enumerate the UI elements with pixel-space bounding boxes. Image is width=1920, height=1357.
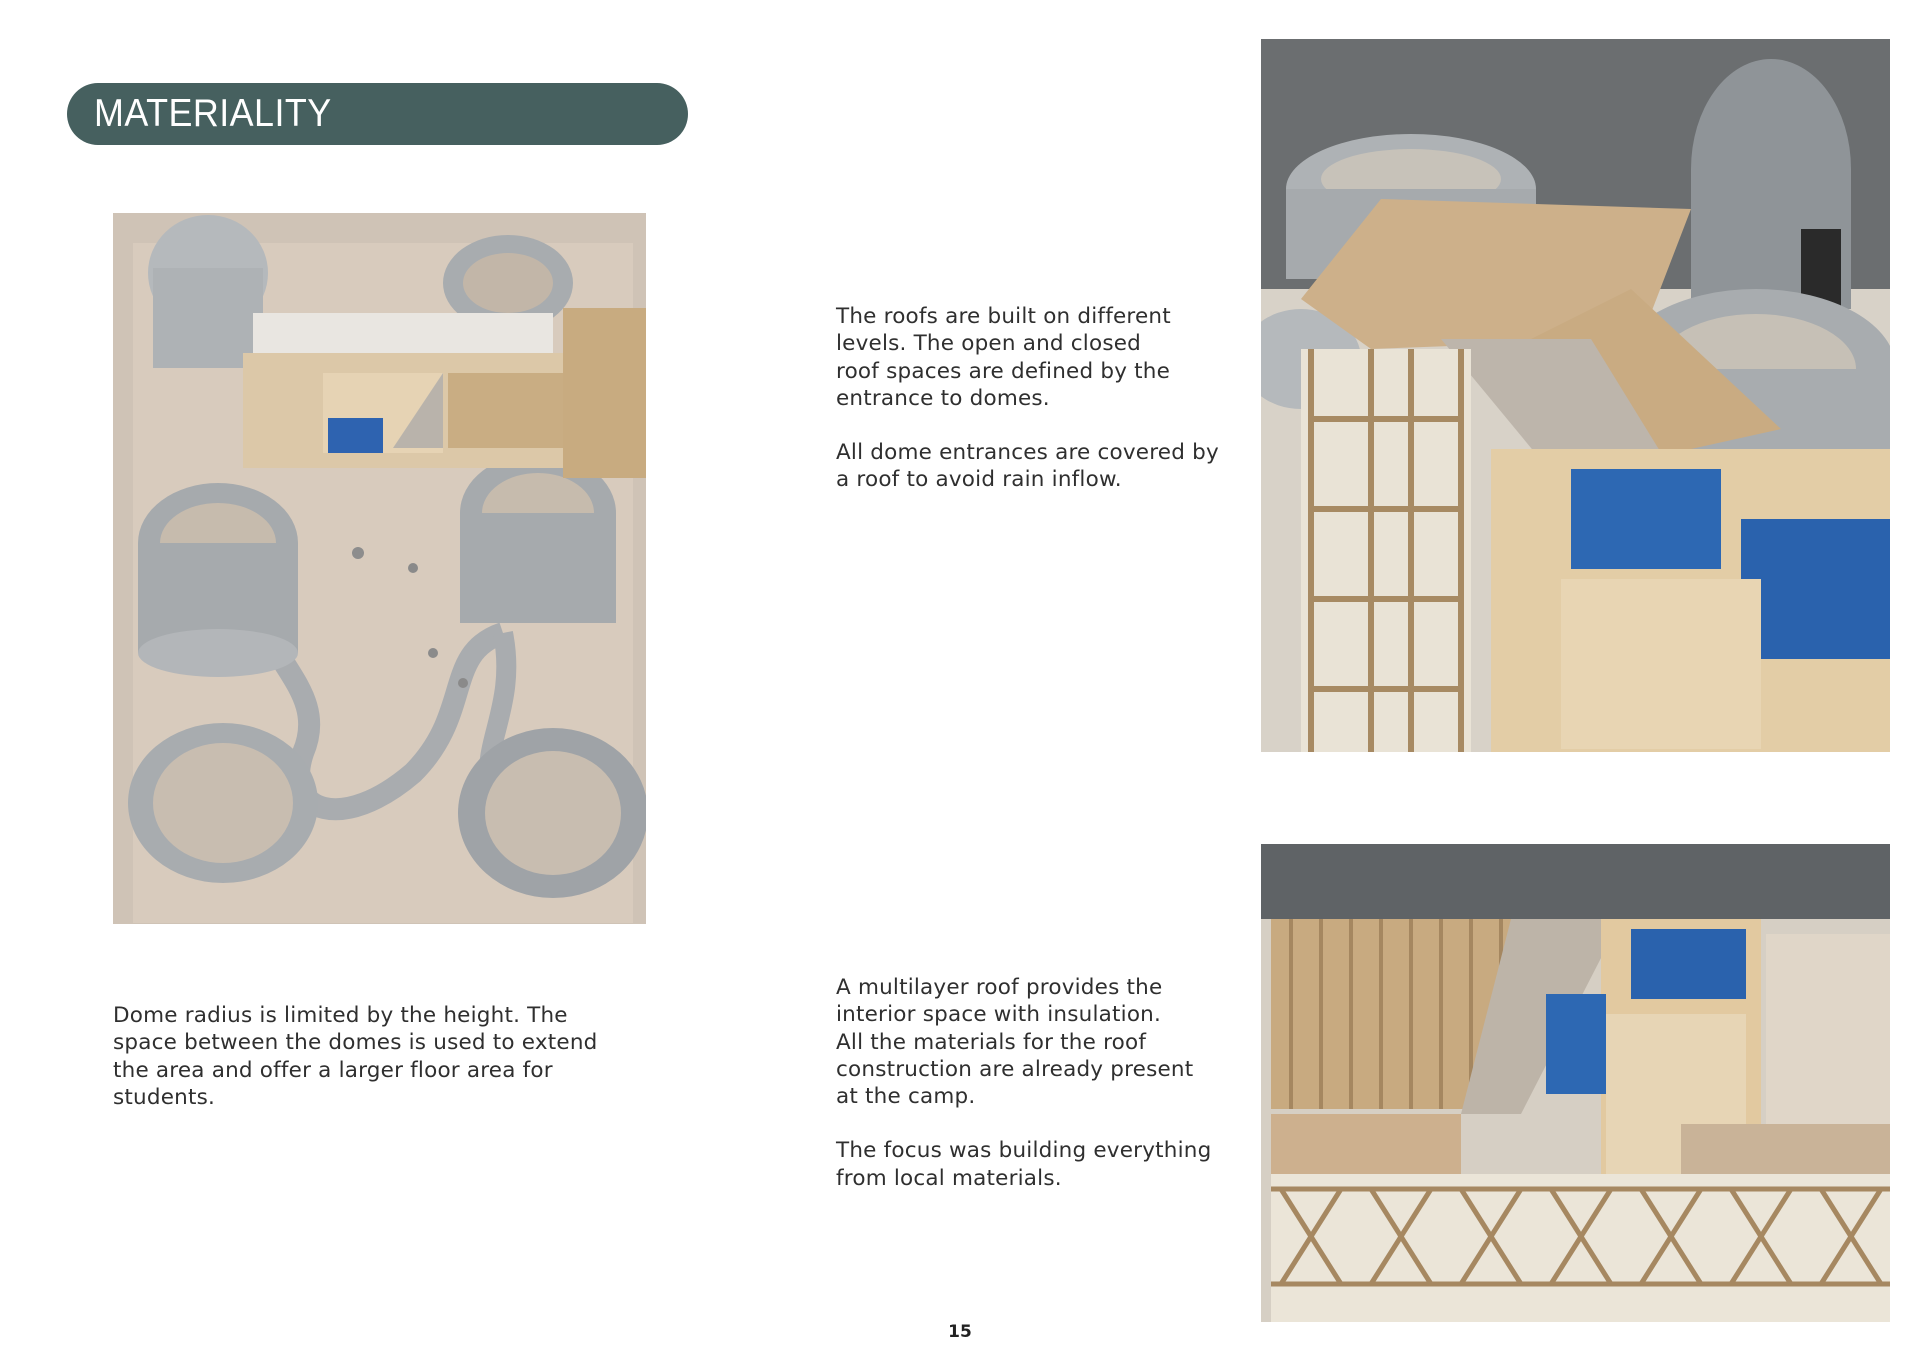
roofs-rain-text: All dome entrances are covered by a roof to avoid rain inflow. <box>836 440 1219 493</box>
multilayer-roof-photo <box>1261 844 1890 1322</box>
multilayer-text: A multilayer roof provides the interior space with insulation. All the materials for the roof construction are already present at the camp. <box>836 975 1194 1110</box>
page-number: 15 <box>948 1322 972 1342</box>
dome-radius-text: Dome radius is limited by the height. The space between the domes is used to extend the area and offer a larger floor area for students. <box>113 1003 598 1110</box>
roofs-description <box>836 303 1246 494</box>
site-model-photo <box>113 213 646 924</box>
local-materials-text: The focus was building everything from local materials. <box>836 1138 1212 1191</box>
dome-description <box>113 1002 673 1111</box>
section-title-banner <box>67 83 688 145</box>
roofs-levels-text: The roofs are built on different levels. The open and closed roof spaces are defined by the entrance to domes. <box>836 304 1171 411</box>
roof-levels-photo <box>1261 39 1890 752</box>
section-title: MATERIALITY <box>94 92 332 135</box>
multilayer-description <box>836 974 1246 1192</box>
